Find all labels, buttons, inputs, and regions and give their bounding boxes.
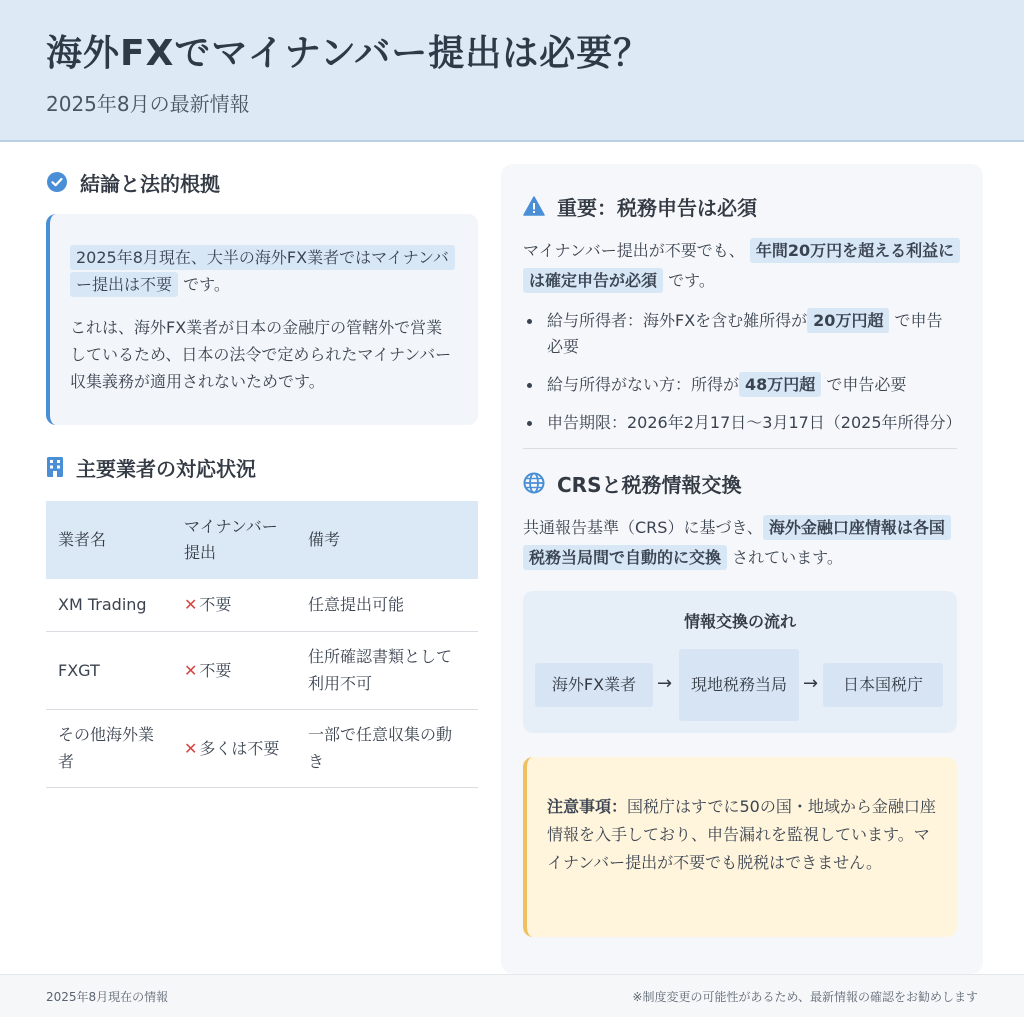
broker-name: FXGT xyxy=(46,631,172,709)
table-row xyxy=(46,709,478,787)
globe-icon xyxy=(523,472,545,494)
check-circle-icon xyxy=(46,171,68,193)
column-header-mynumber: マイナンバー提出 xyxy=(172,501,296,579)
list-item xyxy=(523,372,957,398)
cross-icon: ✕ xyxy=(184,660,198,680)
flow-title: 情報交換の流れ xyxy=(683,612,796,631)
column-header-broker: 業者名 xyxy=(46,501,172,579)
brokers-table xyxy=(46,501,478,788)
bullet-text: 申告期限：2026年2月17日〜3月17日（2025年所得分） xyxy=(547,413,962,432)
page-subtitle: 2025年8月の最新情報 xyxy=(46,92,250,116)
list-item xyxy=(523,410,962,436)
flow-node-broker: 海外FX業者 xyxy=(535,663,653,707)
section-brokers-title: 主要業者の対応状況 xyxy=(76,456,256,481)
conclusion-body: これは、海外FX業者が日本の金融庁の管轄外で営業しているため、日本の法令で定められたマイナンバー収集義務が適用されないためです。 xyxy=(70,318,452,391)
broker-note: 一部で任意収集の動き xyxy=(296,709,478,787)
broker-note: 住所確認書類として利用不可 xyxy=(296,631,478,709)
list-item xyxy=(523,308,957,360)
crs-intro-pre: 共通報告基準（CRS）に基づき、 xyxy=(523,518,763,537)
table-header-row xyxy=(46,501,478,579)
page-title: 海外FXでマイナンバー提出は必要？ xyxy=(46,33,651,74)
building-icon xyxy=(46,456,64,478)
bullet-text: 給与所得者：海外FXを含む雑所得が xyxy=(547,311,808,330)
cross-icon: ✕ xyxy=(184,595,198,615)
page-footer xyxy=(0,974,1024,1017)
bullet-tail: で申告必要 xyxy=(547,311,943,356)
warning-icon xyxy=(523,195,545,217)
section-conclusion-title: 結論と法的根拠 xyxy=(80,171,220,196)
tax-bullet-list xyxy=(523,308,962,436)
table-row xyxy=(46,631,478,709)
footer-left: 2025年8月現在の情報 xyxy=(46,989,169,1004)
tax-intro xyxy=(523,236,957,296)
table-row xyxy=(46,579,478,631)
broker-status xyxy=(172,709,296,787)
conclusion-card xyxy=(46,214,478,425)
section-crs-title: CRSと税務情報交換 xyxy=(557,472,742,497)
conclusion-lead-tail: です。 xyxy=(183,275,230,294)
footer-right: ※制度変更の可能性があるため、最新情報の確認をお勧めします xyxy=(632,989,978,1004)
bullet-highlight: 20万円超 xyxy=(807,308,889,333)
crs-intro-post: されています。 xyxy=(732,548,843,567)
left-column xyxy=(46,166,478,788)
section-brokers-heading xyxy=(46,451,478,483)
conclusion-lead xyxy=(70,244,458,298)
column-header-note: 備考 xyxy=(296,501,478,579)
bullet-text: 給与所得がない方：所得が xyxy=(547,375,740,394)
arrow-right-icon: → xyxy=(803,673,819,694)
broker-name: XM Trading xyxy=(46,579,172,631)
page-header xyxy=(0,0,1024,142)
tax-intro-highlight: 年間20万円を超える利益には確定申告が必須 xyxy=(523,238,960,293)
section-tax-heading xyxy=(523,190,957,222)
arrow-right-icon: → xyxy=(657,673,673,694)
section-crs-heading xyxy=(523,467,957,499)
broker-name: その他海外業者 xyxy=(46,709,172,787)
crs-intro-highlight: 海外金融口座情報は各国税務当局間で自動的に交換 xyxy=(523,515,951,570)
flow-node-local-tax: 現地税務当局 xyxy=(679,649,799,721)
section-tax-title: 重要：税務申告は必須 xyxy=(557,195,757,220)
broker-note: 任意提出可能 xyxy=(296,579,478,631)
right-column xyxy=(501,164,983,974)
status-text: 不要 xyxy=(199,660,232,680)
crs-intro xyxy=(523,513,957,573)
cross-icon: ✕ xyxy=(184,738,198,758)
status-text: 多くは不要 xyxy=(199,738,280,758)
conclusion-highlight: 2025年8月現在、大半の海外FX業者ではマイナンバー提出は不要 xyxy=(70,245,455,297)
tax-intro-pre: マイナンバー提出が不要でも、 xyxy=(523,241,745,260)
notice-label: 注意事項： xyxy=(547,797,628,816)
status-text: 不要 xyxy=(199,595,232,615)
tax-intro-post: です。 xyxy=(668,271,715,290)
notice-text: 国税庁はすでに50の国・地域から金融口座情報を入手しており、申告漏れを監視しています。マイナンバー提出が不要でも脱税はできません。 xyxy=(547,797,936,872)
flow-node-nta: 日本国税庁 xyxy=(823,663,943,707)
section-conclusion-heading xyxy=(46,166,478,198)
bullet-highlight: 48万円超 xyxy=(739,372,821,397)
broker-status xyxy=(172,579,296,631)
bullet-tail: で申告必要 xyxy=(826,375,907,394)
notice-card xyxy=(523,757,957,937)
flow-diagram xyxy=(523,591,957,733)
divider xyxy=(523,448,957,449)
broker-status xyxy=(172,631,296,709)
